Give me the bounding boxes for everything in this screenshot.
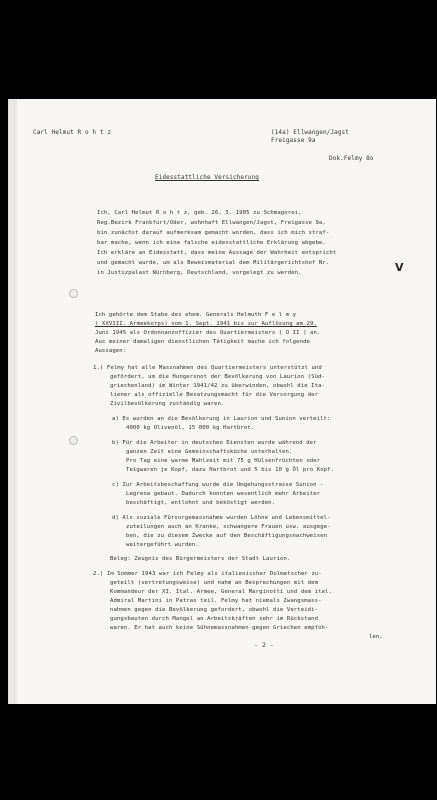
page-edge (9, 99, 17, 704)
text-line: 2.) Im Sommer 1943 war ich Felmy als italienischer Dolmetscher zu- (93, 571, 322, 577)
page-number: - 2 - (254, 641, 275, 649)
text-line: Ich erkläre an Eidesstatt, dass meine Aussage der Wahrheit entspricht (97, 250, 337, 256)
text-line: a) Es wurden an die Bevölkerung in Laurion und Sunion verteilt: (112, 416, 331, 422)
text-line: 1.) Felmy hat alle Massnahmen des Quartiermeisters unterstützt und (93, 365, 322, 371)
punch-hole (69, 436, 78, 445)
text-line: b) Für die Arbeiter in deutschen Diensten wurde während der (112, 440, 317, 446)
text-line: beschäftigt, entlohnt und beköstigt werden. (126, 500, 276, 506)
text-line: in Justizpalast Nürnberg, Deutschland, vorgelegt zu werden. (97, 270, 302, 276)
address-line-1: (14a) Ellwangen/Jagst (271, 129, 349, 136)
text-line: und gemacht wurde, um als Beweismaterial dem Militärgerichtshof Nr. (97, 260, 330, 266)
text-line: ganzen Zeit eine Gemeinschaftsküche unterhalten. (126, 449, 293, 455)
text-line: Legrena gebaut. Dadurch konnten wesentlich mehr Arbeiter (126, 491, 321, 497)
text-line: ben, die zu diesem Zwecke auf den Beschäftigungsnachweisen (126, 533, 328, 539)
document-title: Eidesstattliche Versicherung (155, 174, 259, 181)
text-line: d) Als soziale Fürsorgemassnahme wurden Löhne und Lebensmittel- (112, 515, 331, 521)
text-line: Juni 1945 als Ordonnanzoffizier des Quartiermeisters ( O II ) an. (95, 330, 321, 336)
text-line: Admiral Martini in Patras teil. Felmy hat niemals Zwangsmass- (110, 598, 322, 604)
text-line: geteilt (vertretungsweise) und nahm an Besprechungen mit dem (110, 580, 319, 586)
text-line: Kommandeur der XI. Ital. Armee, General Marginotti und dem ital. (110, 589, 332, 595)
text-line: Teigwaren je Kopf, dazu Hartbrot und 5 bis 10 g Öl pro Kopf. (126, 467, 335, 473)
text-line: waren. Er hat auch keine Sühnemassnahmen gegen Griechen empfoh- (110, 625, 329, 631)
text-line: gungsbauten durch Mangel an Arbeitskräften sehr im Rückstand (110, 616, 319, 622)
text-line: Ich, Carl Helmut R o h t z, geb. 26. 3. 1905 zu Schmagorei, (97, 210, 302, 216)
document-page (8, 99, 436, 704)
text-line: weitergeführt wurden. (126, 542, 199, 548)
text-line: zuteilungen auch an Kranke, schwangere Frauen usw. ausgege- (126, 524, 331, 530)
text-line: gefördert, um die Hungersnot der Bevölkerung von Laurion (Süd- (110, 374, 325, 380)
text-line: liener als offizielle Besatzungsmacht für die Versorgung der (110, 392, 319, 398)
text-line: Aussagen: (95, 348, 127, 354)
text-line: griechenland) im Winter 1941/42 zu überwinden, obwohl die Ita- (110, 383, 325, 389)
text-line: c) Zur Arbeitsbeschaffung wurde die Umgehungsstrasse Sunion - (112, 482, 324, 488)
text-line: bar mache, wenn ich eine falsche eidesstattliche Erklärung abgebe. (97, 240, 326, 246)
text-line: Pro Tag eine warme Mahlzeit mit 75 g Hülsenfrüchten oder (126, 458, 321, 464)
text-line: Ich gehörte dem Stabe des ehem. Generals Helmuth F e l m y (95, 312, 297, 318)
address-line-2: Freigasse 9a (271, 137, 316, 144)
text-line: nahmen gegen die Bevölkerung gefordert, obwohl die Verteidi- (110, 607, 319, 613)
text-line: Reg.Bezirk Frankfurt/Oder, wohnhaft Ellwangen/Jagst, Freigasse 9a, (97, 220, 326, 226)
text-line: 4000 kg Olivenöl, 15 000 kg Hartbrot. (126, 425, 255, 431)
evidence-note: Beleg: Zeugnis des Bürgermeisters der Stadt Laurion. (110, 556, 291, 562)
punch-hole (69, 289, 78, 298)
document-number: Dok.Felmy 8o (329, 155, 374, 162)
handwritten-mark: V (395, 261, 404, 274)
text-line: Aus meiner damaligen dienstlichen Tätigkeit mache ich folgende (95, 339, 310, 345)
text-line: Zivilbevölkerung zuständig waren. (110, 401, 225, 407)
text-line: ( XXVIII. Armeekorps) vom 1. Sept. 1941 bis zur Auflösung am 29. (95, 321, 317, 327)
text-line: len, (369, 634, 383, 640)
text-line: bin zunächst darauf aufmerksam gemacht worden, dass ich mich straf- (97, 230, 330, 236)
author-name: Carl Helmut R o h t z (33, 129, 111, 136)
